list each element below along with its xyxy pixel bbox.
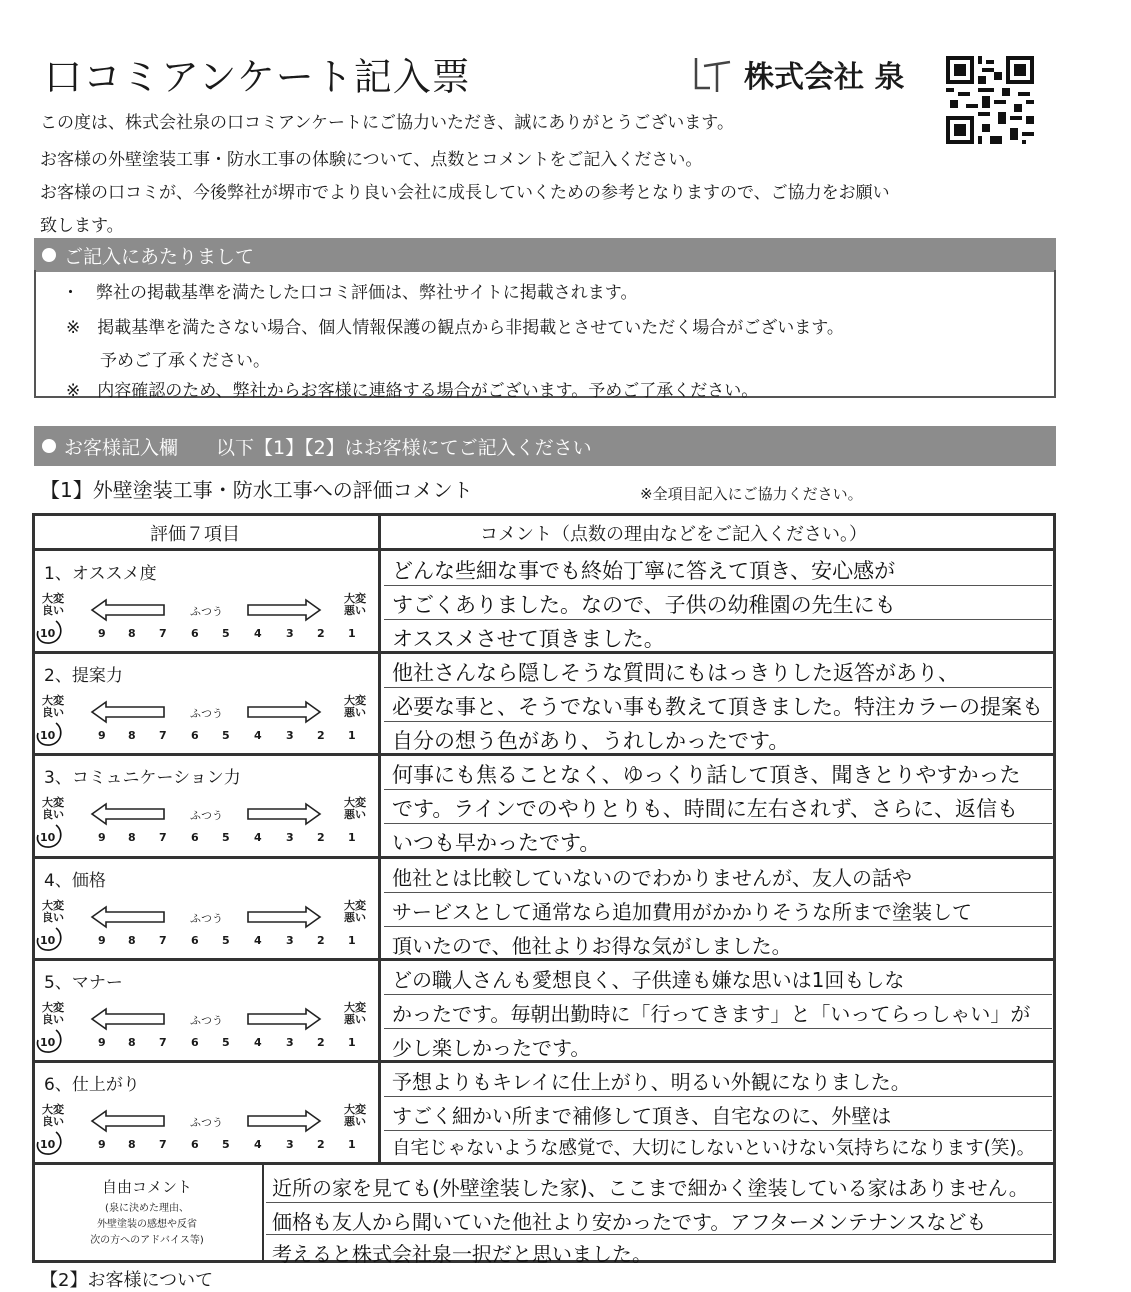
item-label: 5、マナー — [44, 973, 123, 993]
scale-number[interactable]: 4 — [254, 1036, 262, 1049]
comment-line: 必要な事と、そうでない事も教えて頂きました。特注カラーの提案も — [392, 695, 1043, 719]
scale-number[interactable]: 7 — [159, 831, 167, 844]
scale-number[interactable]: 5 — [222, 831, 230, 844]
scale-number[interactable]: 2 — [317, 1036, 325, 1049]
scale-number[interactable]: 5 — [222, 729, 230, 742]
bullet-icon — [42, 439, 56, 453]
selected-score-circle-icon — [34, 619, 64, 645]
scale-number[interactable]: 3 — [286, 1138, 294, 1151]
left-arrow-icon — [90, 905, 166, 929]
scale-number[interactable]: 7 — [159, 1036, 167, 1049]
free-comment-label-box — [36, 1170, 258, 1260]
comment-line: すごくありました。なので、子供の幼稚園の先生にも — [392, 593, 896, 617]
scale-left-label: 大変良い — [42, 592, 64, 617]
scale-number[interactable]: 1 — [348, 831, 356, 844]
table-header-rule — [32, 548, 1056, 551]
scale-number[interactable]: 8 — [128, 934, 136, 947]
scale-number[interactable]: 10 — [40, 831, 56, 844]
col-header-comment: コメント（点数の理由などをご記入ください。） — [480, 524, 867, 545]
right-arrow-icon — [246, 1109, 322, 1133]
notice-heading: ご記入にあたりまして — [64, 245, 255, 268]
scale-right-label: 大変悪い — [344, 694, 366, 719]
writing-line — [384, 721, 1052, 722]
scale-left-label: 大変良い — [42, 1001, 64, 1026]
scale-number[interactable]: 6 — [191, 934, 199, 947]
writing-line — [384, 585, 1052, 586]
company-logo-icon — [690, 54, 734, 94]
right-arrow-icon — [246, 700, 322, 724]
notice-heading-band — [34, 238, 1056, 272]
notice-line-2: ※ 掲載基準を満たさない場合、個人情報保護の観点から非掲載とさせていただく場合がございます。 — [66, 318, 844, 338]
selected-score-circle-icon — [34, 1130, 64, 1156]
scale-number[interactable]: 3 — [286, 934, 294, 947]
comment-line: どんな些細な事でも終始丁寧に答えて頂き、安心感が — [392, 559, 896, 583]
scale-number[interactable]: 8 — [128, 1138, 136, 1151]
free-comment-sub-3: 次の方へのアドバイス等) — [90, 1235, 204, 1246]
writing-line — [384, 619, 1052, 620]
comment-line: 少し楽しかったです。 — [392, 1036, 591, 1060]
writing-line — [384, 926, 1052, 927]
left-arrow-icon — [90, 598, 166, 622]
selected-score-circle-icon — [34, 926, 64, 952]
scale-number[interactable]: 2 — [317, 729, 325, 742]
right-arrow-icon — [246, 598, 322, 622]
comment-line: 予想よりもキレイに仕上がり、明るい外観になりました。 — [392, 1070, 911, 1094]
row-separator — [32, 651, 1056, 654]
selected-score-circle-icon — [34, 1028, 64, 1054]
scale-number[interactable]: 6 — [191, 627, 199, 640]
scale-number[interactable]: 10 — [40, 1138, 56, 1151]
table-divider — [378, 513, 381, 1164]
rating-scale — [36, 896, 376, 952]
scale-number[interactable]: 6 — [191, 1138, 199, 1151]
scale-mid-label: ふつう — [190, 1116, 223, 1129]
comment-line: オススメさせて頂きました。 — [392, 627, 665, 651]
section2-title: 【2】お客様について — [40, 1270, 214, 1291]
all-items-note: ※全項目記入にご協力ください。 — [640, 485, 863, 503]
notice-line-4: ※ 内容確認のため、弊社からお客様に連絡する場合がございます。予めご了承ください。 — [66, 381, 759, 401]
writing-line — [384, 789, 1052, 790]
scale-number[interactable]: 6 — [191, 831, 199, 844]
scale-number[interactable]: 7 — [159, 1138, 167, 1151]
bullet-icon — [42, 248, 56, 262]
selected-score-circle-icon — [34, 721, 64, 747]
scale-number[interactable]: 3 — [286, 1036, 294, 1049]
comment-line: サービスとして通常なら追加費用がかかりそうな所まで塗装して — [392, 900, 972, 924]
scale-number[interactable]: 2 — [317, 934, 325, 947]
scale-number[interactable]: 8 — [128, 1036, 136, 1049]
intro-line-2: お客様の外壁塗装工事・防水工事の体験について、点数とコメントをご記入ください。 — [40, 150, 703, 170]
scale-number[interactable]: 3 — [286, 831, 294, 844]
row-separator — [32, 856, 1056, 859]
comment-line: 他社とは比較していないのでわかりませんが、友人の話や — [392, 866, 912, 890]
comment-line: 頂いたので、他社よりお得な気がしました。 — [392, 934, 792, 958]
free-comment-rule — [32, 1162, 1056, 1165]
scale-left-label: 大変良い — [42, 1103, 64, 1128]
scale-number[interactable]: 1 — [348, 627, 356, 640]
scale-number[interactable]: 3 — [286, 627, 294, 640]
comment-line: 他社さんなら隠しそうな質問にもはっきりした返答があり、 — [392, 661, 959, 685]
writing-line — [384, 1130, 1052, 1131]
col-header-items: 評価７項目 — [150, 524, 240, 545]
scale-number[interactable]: 9 — [98, 934, 106, 947]
scale-number[interactable]: 9 — [98, 1036, 106, 1049]
scale-right-label: 大変悪い — [344, 592, 366, 617]
item-label: 3、コミュニケーション力 — [44, 768, 241, 788]
comment-line: 自分の想う色があり、うれしかったです。 — [392, 729, 790, 753]
scale-left-label: 大変良い — [42, 694, 64, 719]
scale-number[interactable]: 4 — [254, 729, 262, 742]
scale-number[interactable]: 7 — [159, 729, 167, 742]
intro-line-3: お客様の口コミが、今後弊社が堺市でより良い会社に成長していくための参考となりますので、ご協力をお願い — [40, 183, 890, 203]
scale-number[interactable]: 8 — [128, 831, 136, 844]
writing-line — [384, 1096, 1052, 1097]
scale-number[interactable]: 9 — [98, 627, 106, 640]
rating-scale — [36, 589, 376, 645]
form-title: 口コミアンケート記入票 — [44, 55, 471, 99]
scale-number[interactable]: 8 — [128, 729, 136, 742]
rating-scale — [36, 998, 376, 1054]
scale-number[interactable]: 10 — [40, 934, 56, 947]
notice-line-1: ・ 弊社の掲載基準を満たした口コミ評価は、弊社サイトに掲載されます。 — [62, 283, 638, 303]
scale-number[interactable]: 4 — [254, 627, 262, 640]
item-label: 6、仕上がり — [44, 1075, 140, 1095]
scale-number[interactable]: 6 — [191, 1036, 199, 1049]
writing-line — [266, 1202, 1052, 1203]
writing-line — [384, 892, 1052, 893]
scale-number[interactable]: 4 — [254, 934, 262, 947]
free-comment-line-3: 考えると株式会社泉一択だと思いました。 — [272, 1242, 652, 1266]
comment-line: すごく細かい所まで補修して頂き、自宅なのに、外壁は — [392, 1104, 892, 1128]
left-arrow-icon — [90, 700, 166, 724]
scale-number[interactable]: 3 — [286, 729, 294, 742]
scale-number[interactable]: 5 — [222, 627, 230, 640]
item-label: 4、価格 — [44, 871, 106, 891]
scale-mid-label: ふつう — [190, 912, 223, 925]
scale-number[interactable]: 2 — [317, 831, 325, 844]
scale-number[interactable]: 7 — [159, 934, 167, 947]
scale-number[interactable]: 5 — [222, 1138, 230, 1151]
company-block — [690, 52, 904, 96]
scale-number[interactable]: 10 — [40, 1036, 56, 1049]
scale-mid-label: ふつう — [190, 1014, 223, 1027]
right-arrow-icon — [246, 905, 322, 929]
right-arrow-icon — [246, 1007, 322, 1031]
left-arrow-icon — [90, 1109, 166, 1133]
comment-line: です。ラインでのやりとりも、時間に左右されず、さらに、返信も — [392, 797, 1019, 821]
writing-line — [384, 1028, 1052, 1029]
customer-heading: お客様記入欄 以下【1】【2】はお客様にてご記入ください — [64, 436, 592, 459]
writing-line — [384, 994, 1052, 995]
company-name: 株式会社 泉 — [744, 60, 905, 95]
scale-number[interactable]: 2 — [317, 1138, 325, 1151]
customer-heading-band — [34, 426, 1056, 466]
comment-line: 自宅じゃないような感覚で、大切にしないといけない気持ちになります(笑)。 — [392, 1138, 1036, 1159]
scale-number[interactable]: 4 — [254, 831, 262, 844]
scale-number[interactable]: 9 — [98, 729, 106, 742]
intro-line-1: この度は、株式会社泉の口コミアンケートにご協力いただき、誠にありがとうございます。 — [40, 113, 734, 133]
left-arrow-icon — [90, 802, 166, 826]
selected-score-circle-icon — [34, 823, 64, 849]
rating-scale — [36, 691, 376, 747]
scale-number[interactable]: 10 — [40, 627, 56, 640]
scale-number[interactable]: 7 — [159, 627, 167, 640]
scale-number[interactable]: 1 — [348, 729, 356, 742]
intro-line-4: 致します。 — [40, 216, 124, 236]
free-comment-line-1: 近所の家を見ても(外壁塗装した家)、ここまで細かく塗装している家はありません。 — [272, 1176, 1029, 1200]
free-comment-line-2: 価格も友人から聞いていた他社より安かったです。アフターメンテナンスなども — [272, 1210, 987, 1234]
scale-number[interactable]: 1 — [348, 1036, 356, 1049]
scale-number[interactable]: 9 — [98, 1138, 106, 1151]
right-arrow-icon — [246, 802, 322, 826]
scale-number[interactable]: 6 — [191, 729, 199, 742]
free-comment-divider — [262, 1164, 264, 1263]
scale-mid-label: ふつう — [190, 707, 223, 720]
scale-number[interactable]: 1 — [348, 934, 356, 947]
item-label: 1、オススメ度 — [44, 564, 157, 584]
notice-line-3: 予めご了承ください。 — [66, 351, 270, 371]
writing-line — [384, 687, 1052, 688]
rating-scale — [36, 1100, 376, 1156]
left-arrow-icon — [90, 1007, 166, 1031]
scale-number[interactable]: 1 — [348, 1138, 356, 1151]
scale-number[interactable]: 4 — [254, 1138, 262, 1151]
scale-number[interactable]: 5 — [222, 934, 230, 947]
scale-mid-label: ふつう — [190, 809, 223, 822]
scale-number[interactable]: 5 — [222, 1036, 230, 1049]
scale-number[interactable]: 10 — [40, 729, 56, 742]
scale-mid-label: ふつう — [190, 605, 223, 618]
item-label: 2、提案力 — [44, 666, 123, 686]
comment-line: かったです。毎朝出勤時に「行ってきます」と「いってらっしゃい」が — [392, 1002, 1031, 1026]
writing-line — [384, 823, 1052, 824]
section1-title: 【1】外壁塗装工事・防水工事への評価コメント — [40, 478, 473, 502]
rating-scale — [36, 793, 376, 849]
row-separator — [32, 753, 1056, 756]
scale-right-label: 大変悪い — [344, 1001, 366, 1026]
scale-number[interactable]: 9 — [98, 831, 106, 844]
scale-left-label: 大変良い — [42, 796, 64, 821]
row-separator — [32, 958, 1056, 961]
scale-right-label: 大変悪い — [344, 1103, 366, 1128]
free-comment-sub-1: (泉に決めた理由、 — [105, 1203, 189, 1214]
qr-code-icon — [946, 56, 1034, 144]
scale-right-label: 大変悪い — [344, 899, 366, 924]
row-separator — [32, 1060, 1056, 1063]
comment-line: いつも早かったです。 — [392, 831, 601, 855]
comment-line: 何事にも焦ることなく、ゆっくり話して頂き、聞きとりやすかった — [392, 763, 1021, 787]
free-comment-sub-2: 外壁塗装の感想や反省 — [97, 1219, 197, 1230]
scale-number[interactable]: 8 — [128, 627, 136, 640]
scale-number[interactable]: 2 — [317, 627, 325, 640]
scale-right-label: 大変悪い — [344, 796, 366, 821]
free-comment-label: 自由コメント — [101, 1178, 192, 1196]
scale-left-label: 大変良い — [42, 899, 64, 924]
comment-line: どの職人さんも愛想良く、子供達も嫌な思いは1回もしな — [392, 968, 905, 992]
